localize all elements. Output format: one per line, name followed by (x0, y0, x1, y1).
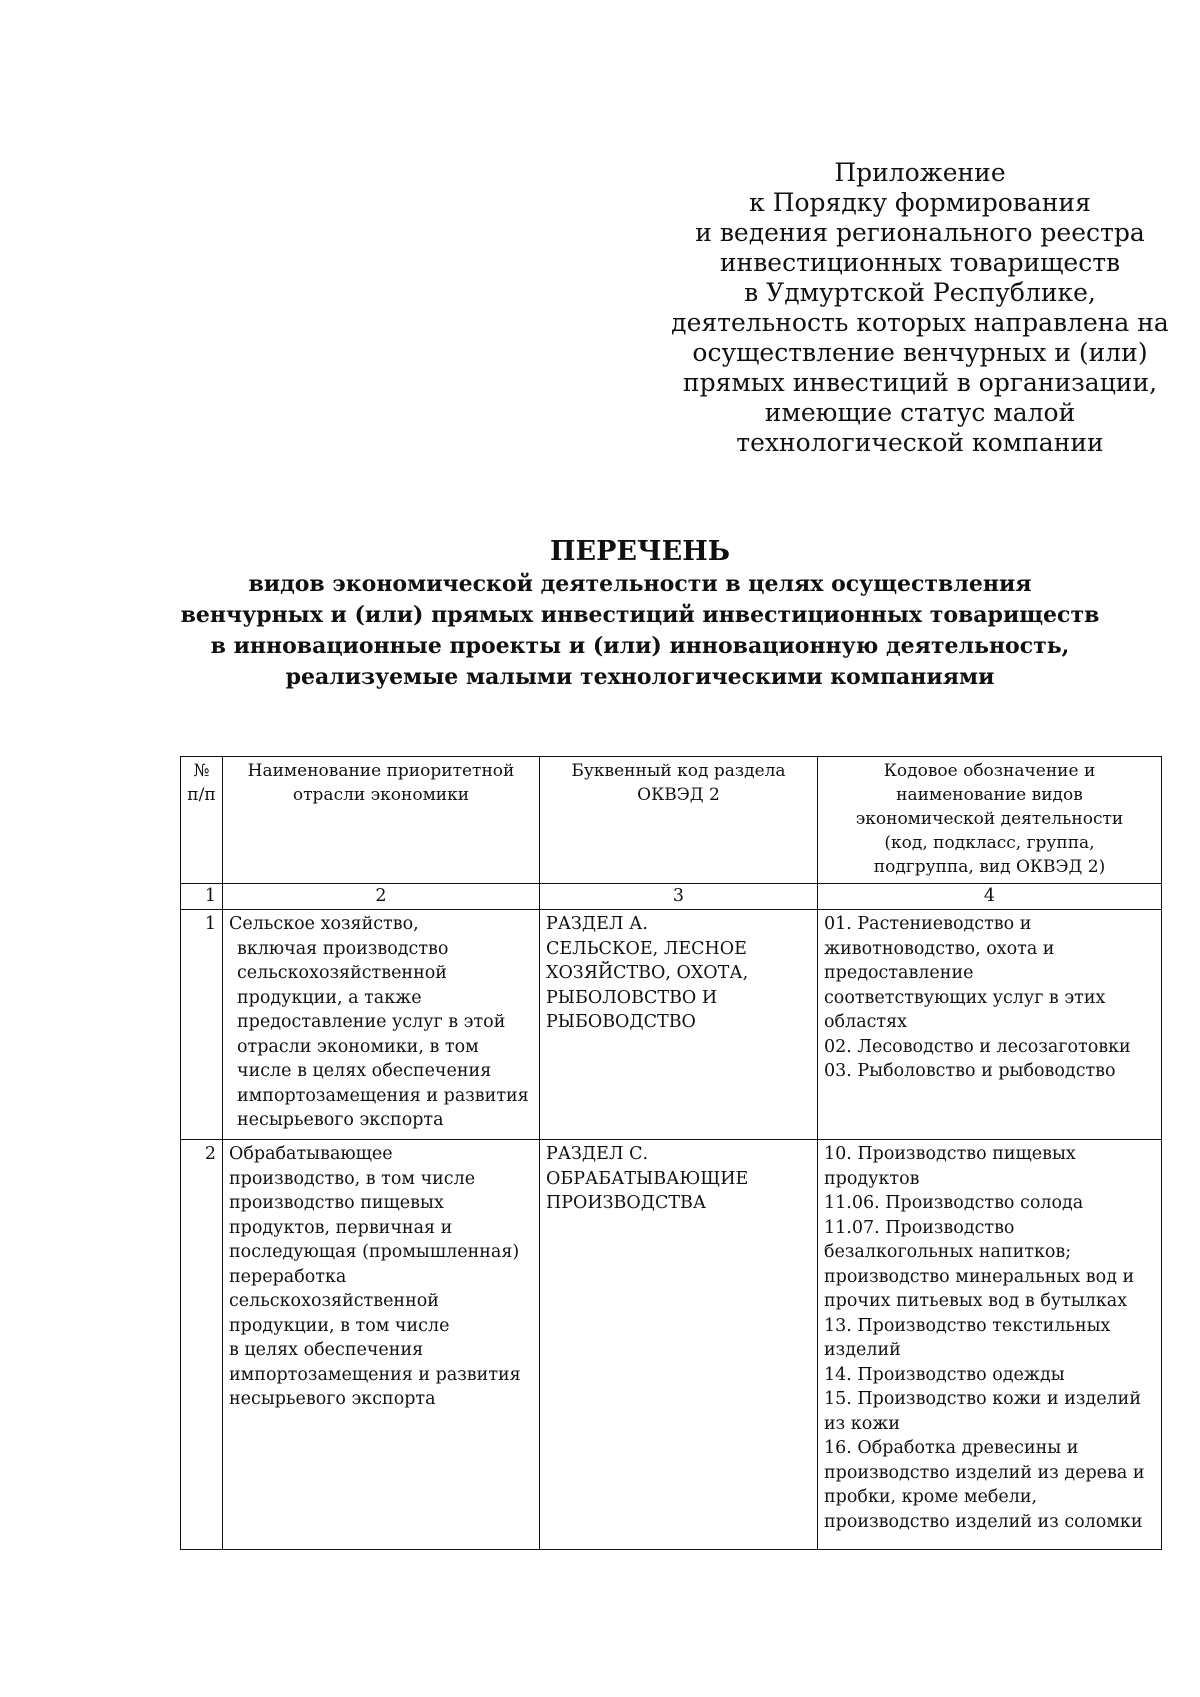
cell-line: 11.06. Производство солода (824, 1193, 1084, 1213)
cell-line: импортозамещения и развития (237, 1085, 529, 1106)
title-heading: ПЕРЕЧЕНЬ (550, 536, 730, 567)
header-line: Кодовое обозначение и (883, 761, 1096, 781)
cell-line: числе в целях обеспечения (237, 1061, 492, 1081)
header-activity-codes (818, 757, 1162, 884)
cell-line: 11.07. Производство (824, 1217, 1015, 1238)
column-number: 3 (540, 884, 818, 910)
header-line: № (193, 761, 210, 781)
cell-line: соответствующих услуг в этих (824, 987, 1106, 1008)
row-number: 1 (181, 910, 223, 1140)
cell-line: продукции, а также (237, 987, 422, 1008)
cell-line: РЫБОВОДСТВО (546, 1012, 696, 1032)
cell-line: отрасли экономики, в том (237, 1036, 479, 1057)
cell-line: ПРОИЗВОДСТВА (546, 1193, 707, 1213)
section-cell (540, 1140, 818, 1550)
cell-line: РАЗДЕЛ А. (546, 914, 648, 934)
cell-line: безалкогольных напитков; (824, 1242, 1072, 1262)
appendix-line: осуществление венчурных и (или) (692, 338, 1148, 367)
cell-line: производство, в том числе (229, 1168, 476, 1189)
title-line: венчурных и (или) прямых инвестиций инвестиционных товариществ (180, 602, 1100, 628)
cell-line: 14. Производство одежды (824, 1364, 1065, 1385)
cell-line: СЕЛЬСКОЕ, ЛЕСНОЕ (546, 938, 747, 959)
cell-line: сельскохозяйственной (229, 1291, 439, 1311)
section-cell (540, 910, 818, 1140)
cell-line: несырьевого экспорта (237, 1110, 444, 1130)
cell-line: Сельское хозяйство, (229, 914, 419, 934)
cell-line: 15. Производство кожи и изделий (824, 1389, 1142, 1409)
document-title (150, 535, 1130, 693)
cell-line: 10. Производство пищевых (824, 1144, 1076, 1164)
cell-line: 01. Растениеводство и (824, 914, 1032, 934)
codes-cell (818, 1140, 1162, 1550)
table-row (181, 1140, 1162, 1550)
appendix-line: инвестиционных товариществ (719, 248, 1121, 277)
cell-line: предоставление услуг в этой (237, 1012, 506, 1032)
cell-line: производство изделий из соломки (824, 1511, 1143, 1532)
row-number: 2 (181, 1140, 223, 1550)
appendix-line: в Удмуртской Республике, (744, 278, 1096, 307)
cell-line: последующая (промышленная) (229, 1242, 520, 1262)
title-line: в инновационные проекты и (или) инновационную деятельность, (210, 633, 1070, 659)
header-number (181, 757, 223, 884)
cell-line: продукции, в том числе (229, 1315, 450, 1336)
column-number: 1 (181, 884, 223, 910)
header-line: экономической деятельности (855, 809, 1124, 829)
cell-line: Обрабатывающее (229, 1144, 393, 1164)
cell-line: областях (824, 1012, 908, 1032)
cell-line: 13. Производство текстильных (824, 1315, 1111, 1336)
cell-line: сельскохозяйственной (237, 963, 447, 983)
activity-table (180, 756, 1162, 1550)
title-line: реализуемые малыми технологическими компаниями (285, 664, 995, 690)
cell-line: 02. Лесоводство и лесозаготовки (824, 1036, 1131, 1057)
appendix-line: Приложение (834, 158, 1006, 187)
header-line: п/п (187, 785, 216, 805)
header-line: (код, подкласс, группа, (884, 833, 1095, 853)
cell-line: животноводство, охота и (824, 938, 1055, 959)
cell-line: в целях обеспечения (229, 1340, 424, 1360)
cell-line: 16. Обработка древесины и (824, 1438, 1079, 1458)
header-line: подгруппа, вид ОКВЭД 2) (873, 857, 1106, 877)
codes-cell (818, 910, 1162, 1140)
header-section-code (540, 757, 818, 884)
cell-line: прочих питьевых вод в бутылках (824, 1291, 1128, 1311)
cell-line: изделий (824, 1340, 901, 1360)
appendix-line: и ведения регионального реестра (695, 218, 1145, 247)
cell-line: продуктов (824, 1168, 920, 1189)
cell-line: импортозамещения и развития (229, 1364, 521, 1385)
industry-cell (223, 1140, 540, 1550)
appendix-line: технологической компании (736, 428, 1104, 457)
cell-line: включая производство (237, 938, 449, 959)
cell-line: продуктов, первичная и (229, 1217, 453, 1238)
column-number: 4 (818, 884, 1162, 910)
cell-line: переработка (229, 1266, 347, 1287)
cell-line: РАЗДЕЛ С. (546, 1144, 649, 1164)
cell-line: РЫБОЛОВСТВО И (546, 987, 718, 1008)
header-line: отрасли экономики (292, 785, 470, 805)
cell-line: 03. Рыболовство и рыбоводство (824, 1061, 1116, 1081)
table-header-row (181, 757, 1162, 884)
appendix-line: к Порядку формирования (749, 188, 1091, 217)
header-line: Наименование приоритетной (247, 761, 515, 781)
appendix-line: имеющие статус малой (764, 398, 1076, 427)
appendix-line: деятельность которых направлена на (671, 308, 1169, 337)
cell-line: предоставление (824, 963, 974, 983)
table-row (181, 910, 1162, 1140)
appendix-block (660, 158, 1180, 458)
header-line: ОКВЭД 2 (637, 785, 720, 805)
column-number: 2 (223, 884, 540, 910)
cell-line: производство изделий из дерева и (824, 1462, 1145, 1483)
cell-line: ОБРАБАТЫВАЮЩИЕ (546, 1168, 749, 1189)
title-line: видов экономической деятельности в целях осуществления (248, 571, 1032, 597)
header-line: наименование видов (896, 785, 1083, 805)
cell-line: ХОЗЯЙСТВО, ОХОТА, (546, 963, 749, 983)
industry-cell (223, 910, 540, 1140)
cell-line: несырьевого экспорта (229, 1389, 436, 1409)
appendix-line: прямых инвестиций в организации, (682, 368, 1158, 397)
column-number-row (181, 884, 1162, 910)
cell-line: из кожи (824, 1413, 901, 1434)
header-line: Буквенный код раздела (571, 761, 786, 781)
cell-line: пробки, кроме мебели, (824, 1487, 1038, 1507)
header-industry (223, 757, 540, 884)
cell-line: производство пищевых (229, 1193, 444, 1213)
cell-line: производство минеральных вод и (824, 1266, 1135, 1287)
